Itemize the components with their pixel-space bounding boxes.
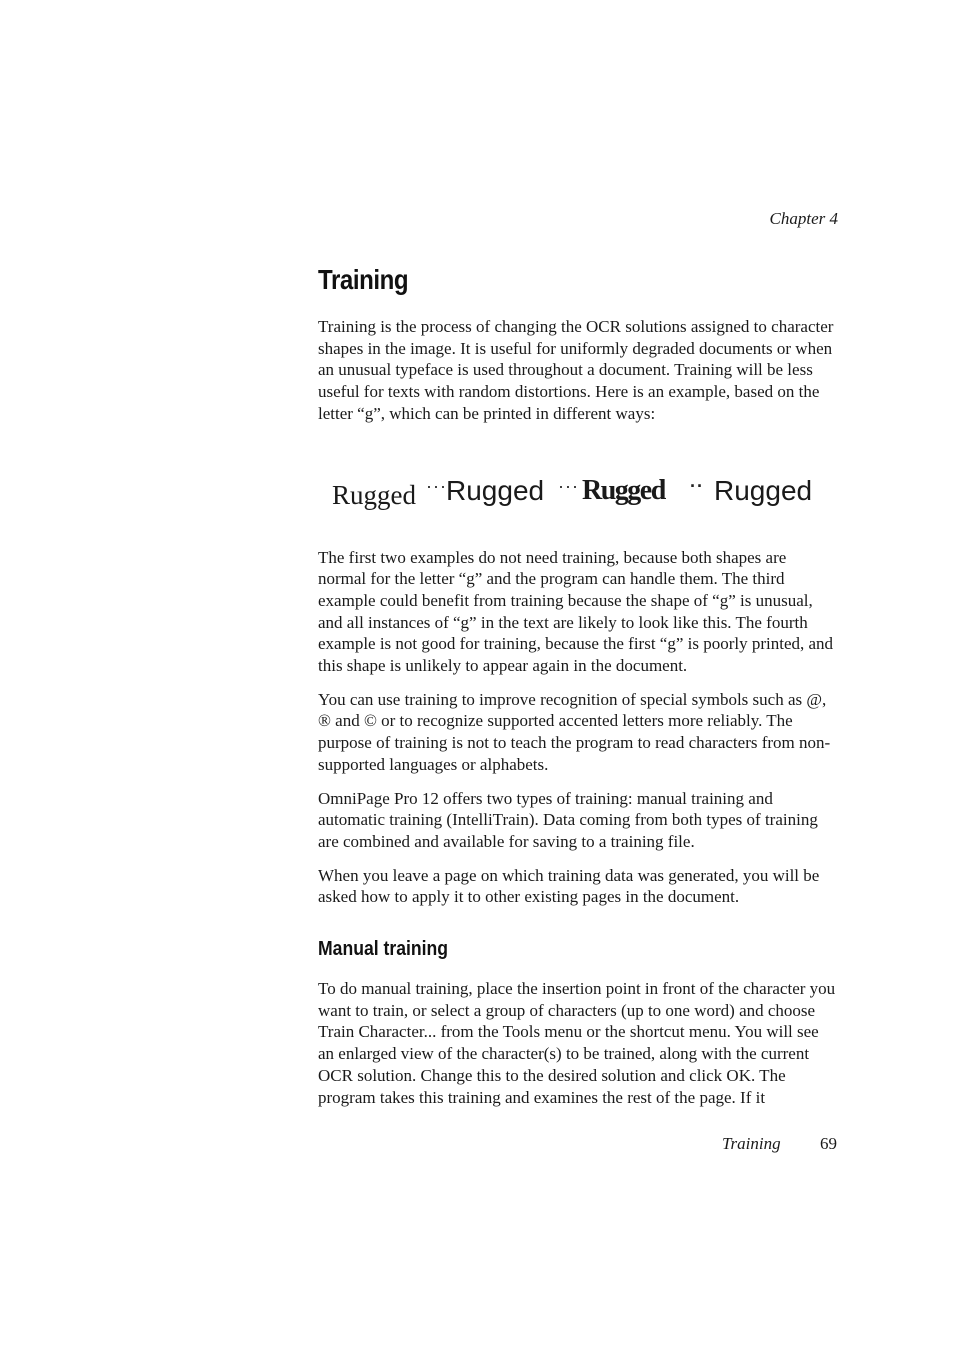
subsection-paragraph: To do manual training, place the insertion point in front of the character you want to train, or select a group of characters (up to one word) and choose Train Character... from the Tools menu or the shortcut menu. You will see an enlarged view of the character(s) to be trained, along with the current OCR solution. Change this to the desired solution and click OK. The program takes this training and examines the rest of the page. If it: [318, 979, 836, 1107]
body-paragraph: OmniPage Pro 12 offers two types of training: manual training and automatic training (IntelliTrain). Data coming from both types of training are combined and available for saving to a training file.: [318, 788, 818, 851]
sample-word-serif: Rugged: [332, 479, 416, 510]
sample-separator: ···: [426, 475, 447, 496]
running-head: Chapter 4: [769, 209, 838, 228]
sample-word-bold-unusual: Rugged: [582, 474, 665, 506]
footer-section-name: Training: [722, 1134, 781, 1153]
sample-word-poorly-printed: Rugged: [714, 474, 813, 506]
rugged-samples-figure: [318, 451, 838, 531]
body-paragraph: The first two examples do not need training, because both shapes are normal for the letter “g” and the program can handle them. The third example could benefit from training because the shape of “g” is unusual, and all instances of “g” in the text are likely to look like this. The fourth example is not good for training, because the first “g” is poorly printed, and this shape is unlikely to appear again in the document.: [318, 547, 834, 676]
intro-paragraph: Training is the process of changing the OCR solutions assigned to character shapes in the image. It is useful for uniformly degraded documents or when an unusual typeface is used throughout a document. Training will be less useful for texts with random distortions. Here is an example, based on the letter “g”, which can be printed in different ways:: [318, 317, 834, 423]
sample-separator: ··: [690, 475, 704, 496]
section-title: Training: [318, 264, 409, 295]
body-paragraph: You can use training to improve recognition of special symbols such as @, ® and © or to recognize supported accented letters more reliably. The purpose of training is not to teach the program to read characters from non-supported languages or alphabets.: [318, 689, 831, 774]
body-paragraph: When you leave a page on which training data was generated, you will be asked how to apply it to other existing pages in the document.: [318, 865, 820, 907]
subsection-title: Manual training: [318, 938, 449, 961]
page-content: [318, 262, 838, 1120]
sample-word-sans: Rugged: [446, 474, 545, 506]
sample-separator: ···: [558, 475, 579, 496]
page-number: 69: [820, 1134, 837, 1153]
